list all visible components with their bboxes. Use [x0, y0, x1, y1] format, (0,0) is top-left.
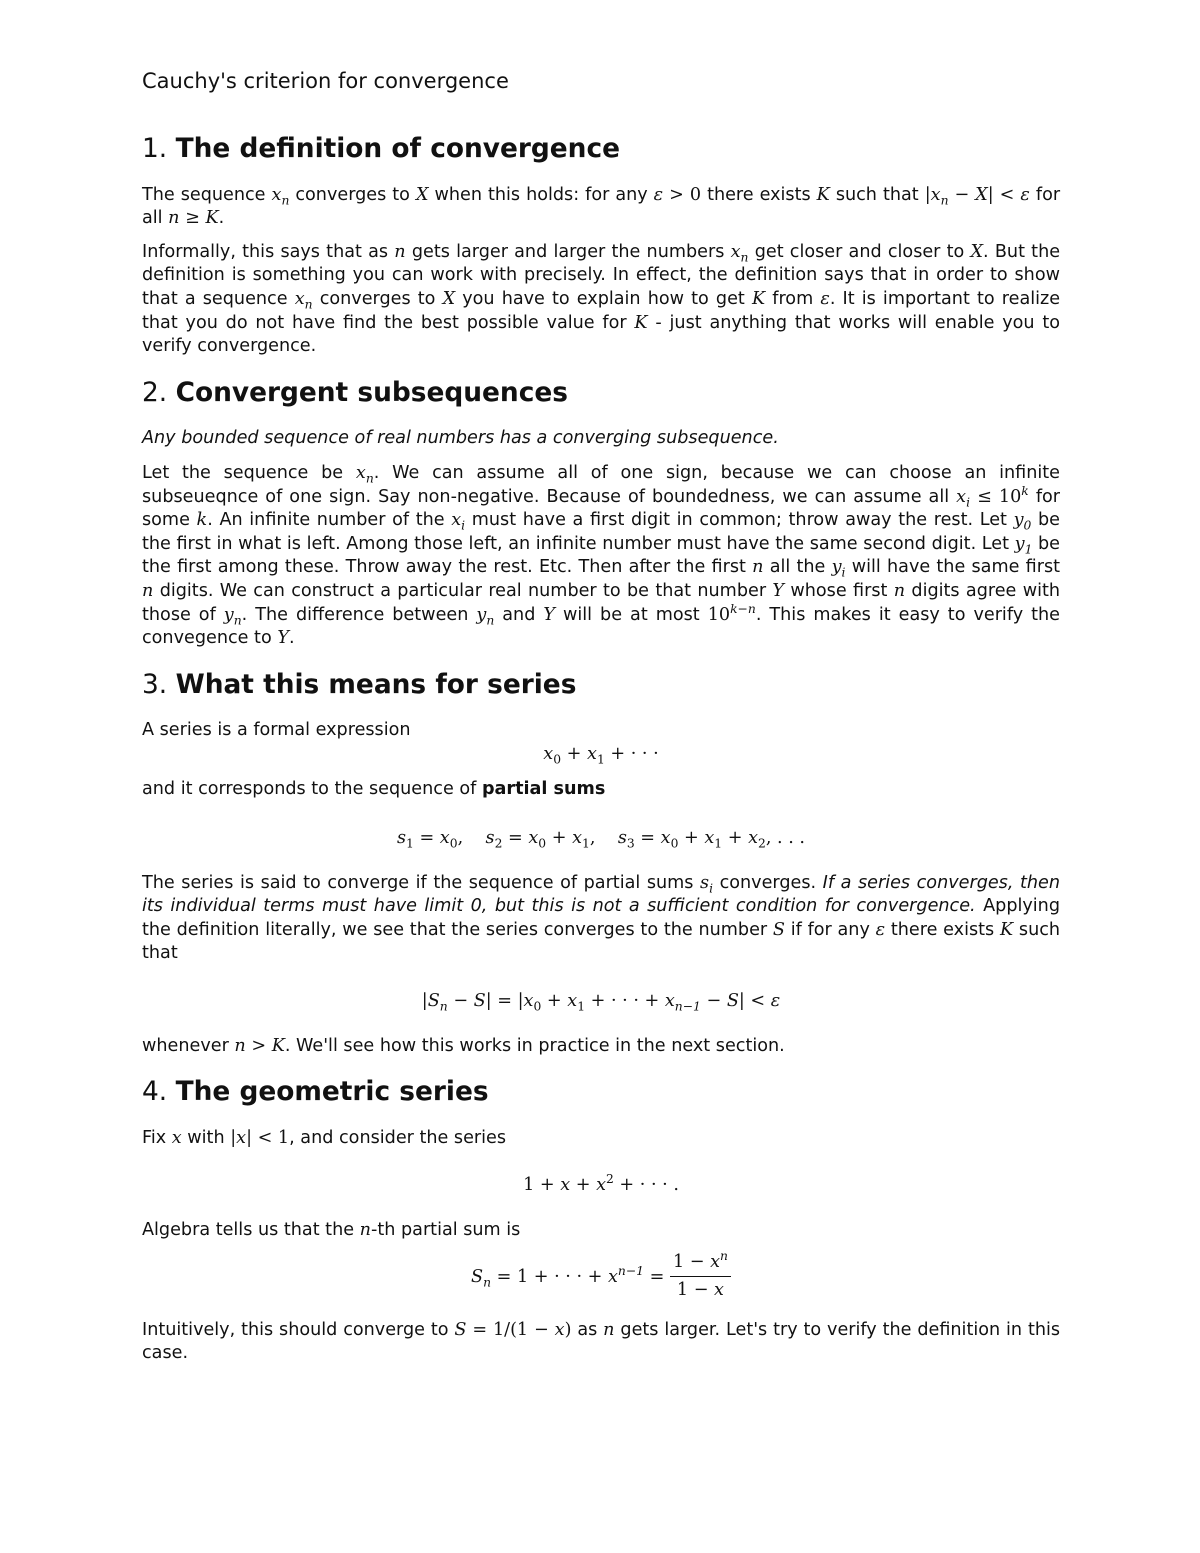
- section-3-whenever: whenever n > K. We'll see how this works in practice in the next section.: [142, 1035, 785, 1056]
- section-2-proof: Let the sequence be $x_n$. We can assume all of one sign, because we can choose an infinite subseueqnce of one sign. Say non-negative. Because of boundedness, we can assume all $x_i \le 10^k$ for some k. An infinite number of the $x_i$ must have a first digit in common; throw away the rest. Let $y_0$ be the first in what is left. Among those left, an infinite number must have the same second digit. Let $y_1$ be the first among these. Throw away the rest. Etc. Then after the first n all the $y_i$ will have the same first n digits. We can construct a particular real number to be that number Y whose first n digits agree with those of $y_n$. The difference between $y_n$ and Y will be at most $10^{k-n}$. This makes it easy to verify the convegence to Y.: [142, 462, 1061, 649]
- section-1-definition: The sequence $x_n$ converges to X when this holds: for any ε > 0 there exists K such that $|x_n - X| < \varepsilon$ for all n ≥ K.: [142, 184, 1061, 229]
- section-3-partial-sums-intro: and it corresponds to the sequence of partial sums: [142, 779, 606, 800]
- formal-series-equation: $x_0 + x_1$ + · · ·: [543, 743, 659, 767]
- partial-sum-formula: $S_n = 1$ + · · · + $x^{n-1}$ = $\frac{1 - x^n}{1 - x}$: [142, 1251, 1060, 1303]
- convergence-inequality: $|S_n - S| = |x_0 + x_1$ + · · · + $x_{n-1} - S| < \varepsilon$: [421, 991, 781, 1014]
- partial-sums-equation: $s_1 = x_0$, $s_2 = x_0 + x_1$, $s_3 = x_0 + x_1 + x_2$, . . .: [396, 828, 806, 851]
- page-title: Cauchy's criterion for convergence: [142, 69, 509, 93]
- section-1-informal: Informally, this says that as n gets larger and larger the numbers $x_n$ get closer and closer to X. But the definition is something you can work with precisely. In effect, the definition says that in order to show that a sequence $x_n$ converges to X you have to explain how to get K from ε. It is important to realize that you do not have find the best possible value for K - just anything that works will enable you to verify convergence.: [142, 241, 1061, 357]
- section-1-heading: 1. The definition of convergence: [142, 133, 621, 164]
- section-4-intuition: Intuitively, this should converge to S = 1/(1 − x) as n gets larger. Let's try to verify the definition in this case.: [142, 1319, 1061, 1364]
- section-4-fix-x: Fix x with |x| < 1, and consider the series: [142, 1127, 507, 1148]
- geometric-series-equation: $1 + x + x^2$ + · · · .: [523, 1172, 679, 1196]
- section-2-theorem: Any bounded sequence of real numbers has a converging subsequence.: [142, 428, 779, 449]
- document-body: [142, 66, 1060, 1366]
- section-3-intro: A series is a formal expression: [142, 720, 411, 741]
- section-4-heading: 4. The geometric series: [142, 1076, 489, 1108]
- section-3-heading: 3. What this means for series: [142, 668, 577, 700]
- section-3-convergence: The series is said to converge if the sequence of partial sums $s_i$ converges. If a series converges, then its individual terms must have limit 0, but this is not a sufficient condition for convergence. Applying the definition literally, we see that the series converges to the number S if for any ε there exists K such that: [142, 872, 1061, 964]
- section-2-heading: 2. Convergent subsequences: [142, 376, 568, 408]
- section-4-nth-partial: Algebra tells us that the n-th partial sum is: [142, 1220, 521, 1240]
